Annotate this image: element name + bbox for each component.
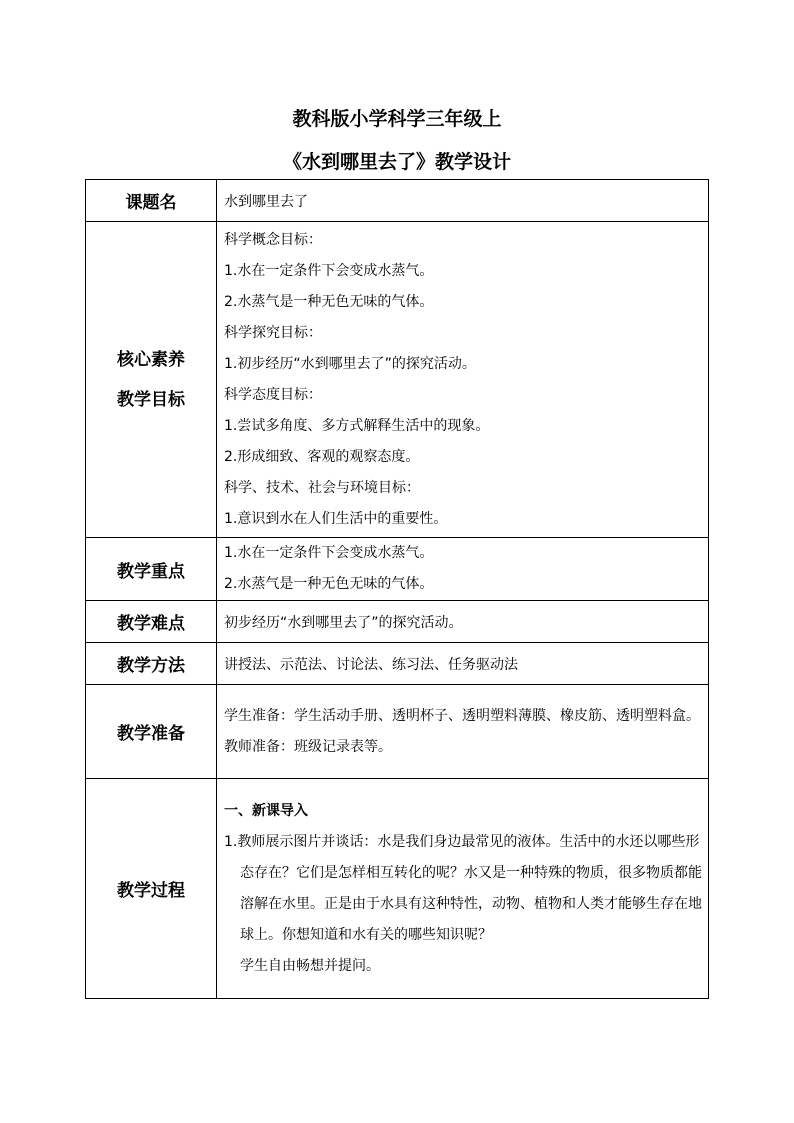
objective-line: 科学探究目标：	[224, 324, 322, 341]
lesson-plan-table	[85, 179, 709, 999]
student-preparation: 学生准备：学生活动手册、透明杯子、透明塑料薄膜、橡皮筋、透明塑料盒。	[224, 707, 700, 724]
methods-value: 讲授法、示范法、讨论法、练习法、任务驱动法	[217, 643, 709, 685]
row-preparation	[86, 685, 709, 779]
topic-value: 水到哪里去了	[217, 180, 709, 222]
difficulty-value: 初步经历“水到哪里去了”的探究活动。	[217, 601, 709, 643]
objective-line: 2.水蒸气是一种无色无味的气体。	[224, 293, 434, 310]
topic-label: 课题名	[86, 180, 217, 222]
methods-label: 教学方法	[86, 643, 217, 685]
objective-line: 1.初步经历“水到哪里去了”的探究活动。	[224, 355, 476, 372]
row-topic	[86, 180, 709, 222]
teacher-preparation: 教师准备：班级记录表等。	[224, 738, 392, 755]
difficulty-label: 教学难点	[86, 601, 217, 643]
objectives-label	[86, 222, 217, 538]
student-activity: 学生自由畅想并提问。	[240, 957, 380, 974]
objective-line: 1.尝试多角度、多方式解释生活中的现象。	[224, 417, 490, 434]
objective-line: 科学态度目标：	[224, 386, 322, 403]
objective-line: 科学、技术、社会与环境目标：	[224, 479, 420, 496]
row-difficulty	[86, 601, 709, 643]
objective-line: 1.意识到水在人们生活中的重要性。	[224, 510, 448, 527]
process-section-title: 一、新课导入	[224, 802, 308, 819]
document-title: 教科版小学科学三年级上	[292, 108, 502, 130]
key-points-label: 教学重点	[86, 538, 217, 601]
row-key-points	[86, 538, 709, 601]
objectives-content	[217, 222, 709, 538]
objective-line: 科学概念目标：	[224, 231, 322, 248]
row-process	[86, 779, 709, 999]
document-subtitle: 《水到哪里去了》教学设计	[282, 151, 511, 173]
preparation-label: 教学准备	[86, 685, 217, 779]
objectives-label-line2: 教学目标	[117, 389, 185, 410]
objectives-label-line1: 核心素养	[117, 349, 185, 370]
key-point-line: 2.水蒸气是一种无色无味的气体。	[224, 576, 434, 592]
row-methods	[86, 643, 709, 685]
key-point-line: 1.水在一定条件下会变成水蒸气。	[224, 545, 434, 561]
preparation-content	[217, 685, 709, 779]
key-points-content	[217, 538, 709, 601]
row-objectives	[86, 222, 709, 538]
process-paragraph: 1.教师展示图片并谈话：水是我们身边最常见的液体。生活中的水还以哪些形态存在？它们是怎样相互转化的呢？水又是一种特殊的物质，很多物质都能溶解在水里。正是由于水具有这种特性，动物、植物和人类才能够生存在地球上。你想知道和水有关的哪些知识呢？	[224, 833, 702, 943]
objective-line: 1.水在一定条件下会变成水蒸气。	[224, 262, 434, 279]
objective-line: 2.形成细致、客观的观察态度。	[224, 448, 420, 465]
process-content	[217, 779, 709, 999]
process-label: 教学过程	[86, 779, 217, 999]
